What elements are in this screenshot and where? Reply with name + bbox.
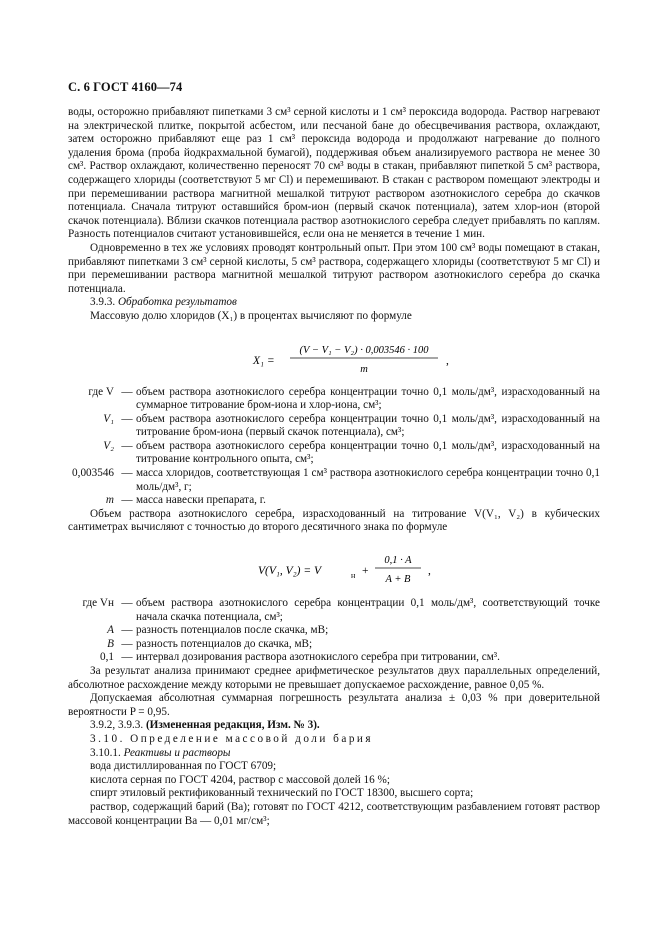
reagent-item: кислота серная по ГОСТ 4204, раствор с массовой долей 16 %; xyxy=(90,773,390,786)
paragraph-control: Одновременно в тех же условиях проводят контрольный опыт. При этом 100 см³ воды помещают в стакан, прибавляют пипетками 3 см³ серной кислоты, 5 см³ раствора, содержащего хлориды (соответствуют 5 мг Cl) и при перемешивании раствора магнитной мешалкой титруют раствором азотнокислого серебра до скачка потенциала. xyxy=(68,241,600,295)
formula-x1 xyxy=(68,338,600,374)
formula-x1-denominator: m xyxy=(360,363,368,375)
section-3-9-3 xyxy=(68,296,600,310)
formula-x1-graphic xyxy=(68,338,600,378)
section-3-10-1 xyxy=(68,747,600,761)
formula-x1-lhs: X₁ = xyxy=(253,354,275,367)
section-title: Реактивы и растворы xyxy=(123,746,231,759)
where-text: объем раствора азотнокислого серебра концентрации точно 0,1 моль/дм³, израсходованный на титрование бром-иона (первый скачок потенциала), см³; xyxy=(136,412,600,439)
where-symbol: m xyxy=(105,494,114,507)
amendment-sections: 3.9.2, 3.9.3. xyxy=(90,719,144,732)
dash: — xyxy=(121,637,133,650)
where-symbol: где Vн xyxy=(82,597,114,610)
dash: — xyxy=(121,651,133,664)
reagent-item: раствор, содержащий барий (Ba); готовят по ГОСТ 4212, соответствующим разбавлением готовят раствор массовой концентрации Ba — 0,01 мг/см³; xyxy=(68,800,600,827)
formula-volume-tail: , xyxy=(428,565,431,578)
section-number: 3.10.1. xyxy=(90,746,121,759)
where-text: масса навески препарата, г. xyxy=(136,494,266,507)
dash: — xyxy=(121,439,133,452)
dash: — xyxy=(121,467,133,480)
dash: — xyxy=(121,624,133,637)
where-text: масса хлоридов, соответствующая 1 см³ раствора азотнокислого серебра концентрации точно 0,1 моль/дм³, г; xyxy=(136,467,600,493)
where-symbol: 0,1 xyxy=(100,651,114,664)
paragraph-result: За результат анализа принимают среднее арифметическое результатов двух параллельных определений, абсолютное расхождение между которыми не превышает допускаемое расхождение, равное 0,05 %. xyxy=(68,665,600,691)
where-text: объем раствора азотнокислого серебра концентрации 0,1 моль/дм³, соответствующий точке начала скачка потенциала, см³; xyxy=(136,597,600,623)
formula-x1-numerator: (V − V₁ − V₂) · 0,003546 · 100 xyxy=(299,344,429,356)
dash: — xyxy=(121,597,133,610)
where-list-1 xyxy=(68,386,600,508)
where-symbol: V₁ xyxy=(103,412,114,425)
where-symbol: B xyxy=(107,637,114,650)
dash: — xyxy=(121,385,133,398)
page-header: С. 6 ГОСТ 4160—74 xyxy=(68,80,183,94)
section-number: 3.9.3. xyxy=(90,296,116,309)
formula-volume-denominator: A + B xyxy=(385,574,411,586)
dash: — xyxy=(121,494,133,507)
amendment-note: (Измененная редакция, Изм. № 3). xyxy=(145,719,320,732)
section-3-10: 3.10. Определение массовой доли бария xyxy=(90,732,374,745)
where-list-2 xyxy=(68,597,600,665)
paragraph-amendment xyxy=(68,719,600,733)
document-body xyxy=(68,106,600,828)
formula-volume-lhs-sub: н xyxy=(351,571,356,581)
formula-volume xyxy=(68,549,600,585)
reagent-item: вода дистиллированная по ГОСТ 6709; xyxy=(90,760,277,773)
formula-volume-graphic xyxy=(68,549,600,589)
paragraph-formula-intro: Массовую долю хлоридов (X₁) в процентах вычисляют по формуле xyxy=(90,309,412,322)
reagent-item: спирт этиловый ректификованный технический по ГОСТ 18300, высшего сорта; xyxy=(90,787,474,800)
where-symbol: A xyxy=(107,624,114,637)
paragraph-procedure: воды, осторожно прибавляют пипетками 3 см³ серной кислоты и 1 см³ пероксида водорода. Раствор нагревают на электрической плитке, покрытой асбестом, или песчаной бане до обесцвечивания раствора, охлаждают, затем осторожно прибавляют еще раз 1 см³ пероксида водорода и продолжают нагревание до полного удаления брома (проба йодкрахмальной бумагой), поддерживая объем анализируемого раствора не менее 30 см³. Раствор охлаждают, количественно переносят 70 см³ воды в стакан, прибавляют пипеткой 5 см³ раствора, содержащего хлориды (соответствуют 5 мг Cl) и перемешивают. В стакан с раствором помещают электроды и при перемешивании раствора магнитной мешалкой титруют раствором азотнокислого серебра до скачков потенциала. Сначала титруют оставшийся бром-ион (первый скачок потенциала), затем хлор-ион (второй скачок потенциала). Вблизи скачков потенциала раствор азотнокислого серебра следует прибавлять по каплям. Разность потенциалов считают установившейся, если она не меняется в течение 1 мин. xyxy=(68,106,600,241)
formula-volume-lhs: V(V₁, V₂) = V xyxy=(258,565,322,578)
where-symbol: V₂ xyxy=(103,439,114,452)
where-text: разность потенциалов до скачка, мВ; xyxy=(136,637,313,650)
where-text: разность потенциалов после скачка, мВ; xyxy=(136,624,329,637)
where-symbol: где V xyxy=(88,385,114,398)
formula-volume-numerator: 0,1 · A xyxy=(384,555,412,567)
where-text: интервал дозирования раствора азотнокислого серебра при титровании, см³. xyxy=(136,651,500,664)
formula-volume-plus: + xyxy=(362,565,369,578)
paragraph-volume-intro: Объем раствора азотнокислого серебра, израсходованный на титрование V(V₁, V₂) в кубических сантиметрах вычисляют с точностью до второго десятичного знака по формуле xyxy=(68,507,600,534)
where-text: объем раствора азотнокислого серебра концентрации точно 0,1 моль/дм³, израсходованный на титрование контрольного опыта, см³; xyxy=(136,439,600,466)
where-symbol: 0,003546 xyxy=(72,467,114,480)
paragraph-error: Допускаемая абсолютная суммарная погрешность результата анализа ± 0,03 % при доверительной вероятности P = 0,95. xyxy=(68,692,600,718)
formula-x1-tail: , xyxy=(446,354,449,367)
section-title: Обработка результатов xyxy=(117,296,237,309)
dash: — xyxy=(121,412,133,425)
where-text: объем раствора азотнокислого серебра концентрации точно 0,1 моль/дм³, израсходованный на суммарное титрование бром-иона и хлор-иона, см³; xyxy=(136,385,600,412)
